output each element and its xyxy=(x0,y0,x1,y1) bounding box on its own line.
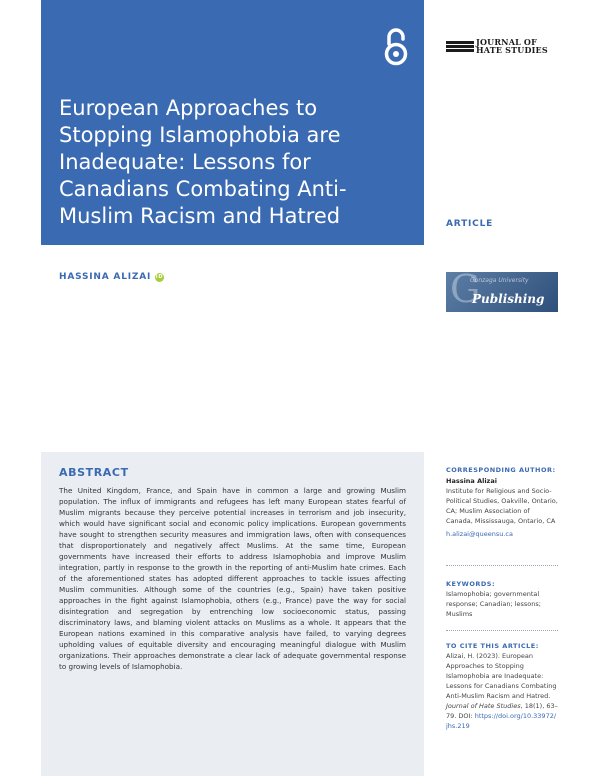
keywords-line: Muslims xyxy=(446,610,473,618)
title-block xyxy=(41,0,424,245)
keywords-section xyxy=(446,579,566,619)
abstract-box xyxy=(41,452,424,776)
journal-logo-bars xyxy=(446,41,474,53)
affiliation-line: Political Studies, Oakville, Ontario, xyxy=(446,497,558,505)
author-name-text[interactable]: HASSINA ALIZAI xyxy=(59,272,152,282)
keywords-line: response; Canadian; lessons; xyxy=(446,600,541,608)
doi-link[interactable]: https://doi.org/10.33972/ xyxy=(474,712,557,720)
article-type-label: ARTICLE xyxy=(446,219,494,229)
affiliation-line: Canada, Mississauga, Ontario, CA xyxy=(446,517,556,525)
abstract-heading: ABSTRACT xyxy=(59,466,129,479)
open-access-icon xyxy=(383,26,409,68)
corresponding-author-section xyxy=(446,465,566,539)
citation-section xyxy=(446,641,566,731)
affiliation-line: CA; Muslim Association of xyxy=(446,507,530,515)
citation-line: Alizai, H. (2023). European xyxy=(446,652,534,660)
journal-logo xyxy=(446,38,559,56)
keywords-heading: KEYWORDS: xyxy=(446,580,496,588)
corresponding-author-name: Hassina Alizai xyxy=(446,477,497,485)
affiliation-line: Institute for Religious and Socio- xyxy=(446,487,552,495)
sidebar-divider xyxy=(446,565,558,566)
citation-heading: TO CITE THIS ARTICLE: xyxy=(446,642,539,650)
citation-line: Islamophobia are Inadequate: xyxy=(446,672,544,680)
publisher-logo-text: Publishing xyxy=(472,292,545,306)
publisher-logo xyxy=(446,272,558,312)
author-email-link[interactable]: h.alizai@queensu.ca xyxy=(446,530,513,538)
publisher-logo-mark: G xyxy=(450,272,481,311)
keywords-line: Islamophobia; governmental xyxy=(446,590,540,598)
author-name[interactable] xyxy=(59,272,164,282)
citation-line: Approaches to Stopping xyxy=(446,662,524,670)
citation-journal-name: Journal of Hate Studies xyxy=(446,702,521,710)
citation-volume: , 18(1), 63– xyxy=(520,702,558,710)
citation-line: Lessons for Canadians Combating xyxy=(446,682,557,690)
doi-link-continued[interactable]: jhs.219 xyxy=(446,722,470,730)
citation-doi-prefix: 79. DOI: xyxy=(446,712,475,720)
citation-line: Anti-Muslim Racism and Hatred. xyxy=(446,692,551,700)
citation-journal-line xyxy=(446,701,566,711)
abstract-body: The United Kingdom, France, and Spain have in common a large and growing Muslim population. The influx of immigrants and refugees has left many European states fearful of Muslim migrants because they perceive potential increases in terrorism and job insecurity, which would have significant social and economic policy implications. European governments have sought to strengthen security measures and immigration laws, often with consequences that disproportionately and negatively affect Muslims. At the same time, European governments have increased their efforts to address Islamophobia and improve Muslim integration, partly in response to the growth in the reporting of anti-Muslim hate crimes. Each of the aforementioned states has adopted different approaches to tackle issues affecting Muslim communities. Although some of the countries (e.g., Spain) have taken positive approaches in the fight against Islamophobia, others (e.g., France) pave the way for social disintegration and segregation by entrenching low socioeconomic status, passing discriminatory laws, and blaming violent attacks on Muslims as a whole. It appears that the European nations examined in this comparative analysis have failed, to varying degrees upholding values of equitable diversity and encouraging meaningful dialogue with Muslim organizations. Their approaches demonstrate a clear lack of adequate governmental response to growing levels of Islamophobia. xyxy=(59,486,406,671)
sidebar-divider xyxy=(446,630,558,631)
corresponding-author-heading: CORRESPONDING AUTHOR: xyxy=(446,466,556,474)
publisher-logo-words: Gonzaga University xyxy=(470,277,529,284)
citation-doi-line xyxy=(446,711,566,721)
journal-name: JOURNAL OF HATE STUDIES xyxy=(476,37,548,55)
orcid-icon[interactable]: iD xyxy=(155,273,164,280)
article-title: European Approaches to Stopping Islamophobia are Inadequate: Lessons for Canadians Combating Anti-Muslim Racism and Hatred xyxy=(59,96,347,228)
